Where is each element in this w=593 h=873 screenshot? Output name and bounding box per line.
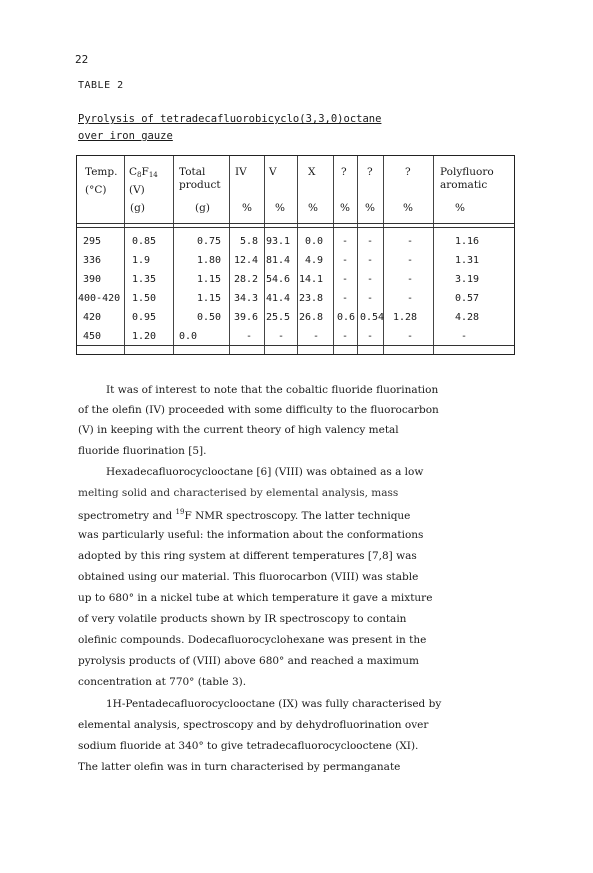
table-row-3-q3: - — [407, 274, 414, 285]
table-row-3-q2: - — [367, 274, 374, 285]
table-row-4-total: 1.15 — [197, 293, 222, 304]
table-row-2-q3: - — [407, 255, 414, 266]
table-row-6-v: - — [278, 331, 285, 342]
paragraph-2-line-10: pyrolysis products of (VIII) above 680° and reached a maximum — [78, 655, 419, 667]
table-row-2-total: 1.80 — [197, 255, 222, 266]
table-row-6-x: - — [313, 331, 320, 342]
paragraph-2-line-3: spectrometry and $^{19}$F NMR spectroscopy. The latter technique — [78, 508, 411, 522]
header-pct-v: % — [275, 202, 285, 214]
paragraph-1-line-1: It was of interest to note that the cobaltic fluoride fluorination — [106, 384, 439, 396]
header-pct-poly: % — [455, 202, 465, 214]
table-row-1-total: 0.75 — [197, 236, 222, 247]
paragraph-2-line-11: concentration at 770° (table 3). — [78, 676, 247, 688]
header-c8f14-v: (V) — [129, 184, 145, 196]
table-row-3-q1: - — [342, 274, 349, 285]
table-row-5-q1: 0.6 — [337, 312, 356, 323]
table-row-1-v: 93.1 — [266, 236, 291, 247]
table-row-3-total: 1.15 — [197, 274, 222, 285]
header-v: V — [269, 166, 277, 178]
paragraph-2-line-8: of very volatile products shown by IR spectroscopy to contain — [78, 613, 407, 625]
page-number: 22 — [75, 53, 89, 66]
header-temp: Temp. — [85, 166, 118, 178]
table-row-1-iv: 5.8 — [240, 236, 259, 247]
table-row-6-total: 0.0 — [179, 331, 198, 342]
table-row-1-c8f14: 0.85 — [132, 236, 157, 247]
table-row-4-q2: - — [367, 293, 374, 304]
table-row-4-poly: 0.57 — [455, 293, 480, 304]
paragraph-2-line-9: olefinic compounds. Dodecafluorocyclohexane was present in the — [78, 634, 427, 646]
table-row-4-x: 23.8 — [299, 293, 324, 304]
table-row-2-c8f14: 1.9 — [132, 255, 151, 266]
header-total: Total — [179, 166, 206, 178]
table-row-5-q3: 1.28 — [393, 312, 418, 323]
paragraph-3-line-1: 1H-Pentadecafluorocyclooctane (IX) was fully characterised by — [106, 698, 442, 710]
table-row-3-c8f14: 1.35 — [132, 274, 157, 285]
table-row-2-poly: 1.31 — [455, 255, 480, 266]
header-c8f14-g: (g) — [130, 202, 145, 214]
header-pct-iv: % — [242, 202, 252, 214]
header-unknown-1: ? — [341, 166, 347, 178]
header-pct-q3: % — [403, 202, 413, 214]
table-title-line-2: over iron gauze — [78, 130, 173, 142]
paragraph-2-line-4: was particularly useful: the information about the conformations — [78, 529, 424, 541]
table-row-1-poly: 1.16 — [455, 236, 480, 247]
table-row-6-c8f14: 1.20 — [132, 331, 157, 342]
paragraph-3-line-4: The latter olefin was in turn characterised by permanganate — [78, 761, 401, 773]
table-row-5-poly: 4.28 — [455, 312, 480, 323]
table-row-3-poly: 3.19 — [455, 274, 480, 285]
table-row-5-iv: 39.6 — [234, 312, 259, 323]
paragraph-1-line-3: (V) in keeping with the current theory of high valency metal — [78, 424, 399, 436]
table-row-6-temp: 450 — [83, 331, 102, 342]
table-row-5-q2: 0.54 — [360, 312, 385, 323]
header-pct-q1: % — [340, 202, 350, 214]
table-row-4-q1: - — [342, 293, 349, 304]
table-row-1-x: 0.0 — [305, 236, 324, 247]
paragraph-3-line-2: elemental analysis, spectroscopy and by dehydrofluorination over — [78, 719, 429, 731]
table-row-3-x: 14.1 — [299, 274, 324, 285]
table-row-2-v: 81.4 — [266, 255, 291, 266]
table-row-2-q2: - — [367, 255, 374, 266]
table-row-6-poly: - — [461, 331, 468, 342]
table-row-2-temp: 336 — [83, 255, 102, 266]
table-row-2-x: 4.9 — [305, 255, 324, 266]
table-row-3-iv: 28.2 — [234, 274, 259, 285]
table-row-4-iv: 34.3 — [234, 293, 259, 304]
paragraph-1-line-4: fluoride fluorination [5]. — [78, 445, 207, 457]
table-row-1-temp: 295 — [83, 236, 102, 247]
paragraph-1-line-2: of the olefin (IV) proceeded with some difficulty to the fluorocarbon — [78, 404, 439, 416]
paragraph-3-line-3: sodium fluoride at 340° to give tetradecafluorocyclooctene (XI). — [78, 740, 419, 752]
pyrolysis-table — [76, 155, 515, 355]
paragraph-2-line-7: up to 680° in a nickel tube at which temperature it gave a mixture — [78, 592, 433, 604]
paragraph-2-line-6: obtained using our material. This fluorocarbon (VIII) was stable — [78, 571, 419, 583]
table-row-1-q2: - — [367, 236, 374, 247]
table-row-1-q1: - — [342, 236, 349, 247]
header-pct-q2: % — [365, 202, 375, 214]
header-pct-x: % — [308, 202, 318, 214]
table-row-5-total: 0.50 — [197, 312, 222, 323]
table-row-6-iv: - — [246, 331, 253, 342]
paragraph-2-line-5: adopted by this ring system at different temperatures [7,8] was — [78, 550, 417, 562]
table-row-4-q3: - — [407, 293, 414, 304]
table-row-3-v: 54.6 — [266, 274, 291, 285]
table-row-2-iv: 12.4 — [234, 255, 259, 266]
table-row-3-temp: 390 — [83, 274, 102, 285]
table-row-4-c8f14: 1.50 — [132, 293, 157, 304]
table-title — [78, 111, 381, 145]
paragraph-2-line-1: Hexadecafluorocyclooctane [6] (VIII) was obtained as a low — [106, 466, 424, 478]
header-total-product: product — [179, 179, 221, 191]
header-unknown-2: ? — [367, 166, 373, 178]
table-row-6-q3: - — [407, 331, 414, 342]
header-iv: IV — [235, 166, 247, 178]
header-temp-unit: (°C) — [85, 184, 107, 196]
table-row-6-q2: - — [367, 331, 374, 342]
table-row-5-temp: 420 — [83, 312, 102, 323]
table-row-5-c8f14: 0.95 — [132, 312, 157, 323]
table-title-line-1: Pyrolysis of tetradecafluorobicyclo(3,3,0)octane — [78, 113, 382, 125]
table-row-5-v: 25.5 — [266, 312, 291, 323]
table-row-4-temp: 400-420 — [78, 293, 121, 304]
header-c8f14: $C_8F_{14}$ — [129, 166, 158, 179]
table-label: TABLE 2 — [78, 80, 124, 91]
paragraph-2-line-2: melting solid and characterised by elemental analysis, mass — [78, 487, 399, 499]
table-row-1-q3: - — [407, 236, 414, 247]
table-row-4-v: 41.4 — [266, 293, 291, 304]
header-aromatic: aromatic — [440, 179, 488, 191]
header-total-g: (g) — [195, 202, 210, 214]
table-row-5-x: 26.8 — [299, 312, 324, 323]
header-polyfluoro: Polyfluoro — [440, 166, 494, 178]
table-row-6-q1: - — [342, 331, 349, 342]
table-row-2-q1: - — [342, 255, 349, 266]
header-x: X — [308, 166, 316, 178]
header-unknown-3: ? — [405, 166, 411, 178]
